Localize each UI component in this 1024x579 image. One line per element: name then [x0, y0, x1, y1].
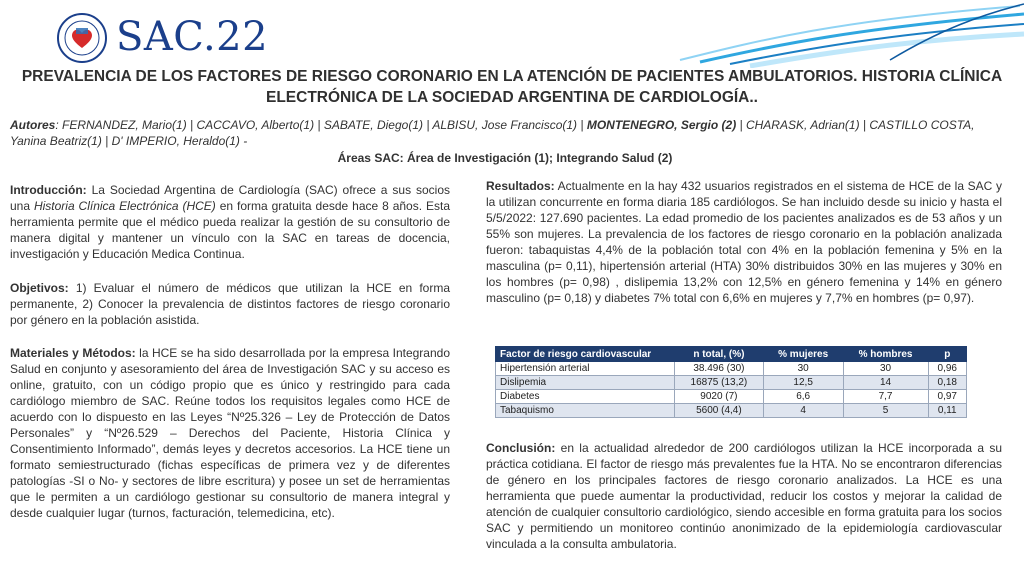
- methods-text: la HCE se ha sido desarrollada por la empresa Integrando Salud en conjunto y asesoramiento del área de Investigación SAC y su acceso es online, gratuito, con un código propio que es único y restringido para cada cardiólogo miembro de SAC. Reúne todos los requisitos legales como HCE de acuerdo con lo dispuesto en las Leyes “Nº25.326 – Ley de Protección de Datos Personales” y “Nº26.529 – Derechos del Paciente, Historia Clínica y Consentimiento Informado”, demás leyes y decretos accesorios. La HCE tiene un formato semiestructurado (fichas específicas de primera vez y de diferentes patologías -SI o No- y sectores de libre escritura) y posee un set de herramientas que le permiten a un cardiólogo gestionar su consultorio de manera integral y desde cualquier lugar (turnos, facturación, telemedicina, etc).: [10, 346, 450, 520]
- conclusion-label: Conclusión:: [486, 441, 556, 455]
- authors-list-1: : FERNANDEZ, Mario(1) | CACCAVO, Alberto(1) | SABATE, Diego(1) | ALBISU, Jose Francisco(1) |: [55, 118, 587, 132]
- table-header-cell: Factor de riesgo cardiovascular: [496, 347, 675, 362]
- authors-highlight: MONTENEGRO, Sergio (2): [586, 118, 737, 132]
- table-cell: 7,7: [843, 390, 928, 404]
- sac-seal-logo: [56, 12, 108, 64]
- table-cell: Diabetes: [496, 390, 675, 404]
- introduction-section: [10, 182, 450, 262]
- table-row: [496, 404, 967, 418]
- table-header-cell: % hombres: [843, 347, 928, 362]
- table-header-row: [496, 347, 967, 362]
- conclusion-text: en la actualidad alrededor de 200 cardiólogos utilizan la HCE incorporada a su práctica cotidiana. El factor de riesgo más prevalentes fue la HTA. No se encontraron diferencias de género en los principales factores de riesgo coronario analizados. La HCE es una herramienta que puede aumentar la productividad, reducir los costos y mejorar la calidad de atención de cualquier consultorio cardiológico, siendo accesible en forma gratuita para los socios SAC y permitiendo un monitoreo continúo anonimizado de la epidemiología cardiovascular vinculada a la consulta ambulatoria.: [486, 441, 1002, 551]
- table-header-cell: % mujeres: [763, 347, 843, 362]
- table-cell: Hipertensión arterial: [496, 362, 675, 376]
- table-cell: 16875 (13,2): [675, 376, 764, 390]
- decorative-wave: [640, 0, 1024, 68]
- conclusion-section: [486, 440, 1002, 552]
- introduction-text-2: en forma gratuita desde hace 8 años. Esta herramienta permite que el médico pueda realizar la gestión de su consultorio de manera digital y mantener un vínculo con la SAC en tareas de docencia, investigación y Educación Medica Continua.: [10, 199, 450, 261]
- table-cell: 30: [763, 362, 843, 376]
- table-row: [496, 362, 967, 376]
- introduction-text-1: La Sociedad Argentina de Cardiología (SAC) ofrece a sus socios una: [10, 183, 450, 213]
- table-row: [496, 390, 967, 404]
- table-row: [496, 376, 967, 390]
- results-section: [486, 178, 1002, 306]
- table-cell: 0,96: [928, 362, 966, 376]
- table-cell: 0,97: [928, 390, 966, 404]
- authors: [10, 117, 1014, 149]
- table-cell: 5600 (4,4): [675, 404, 764, 418]
- methods-section: [10, 345, 450, 521]
- table-cell: 6,6: [763, 390, 843, 404]
- results-label: Resultados:: [486, 179, 555, 193]
- objectives-label: Objetivos:: [10, 281, 69, 295]
- results-text: Actualmente en la hay 432 usuarios registrados en el sistema de HCE de la SAC y la utilizan concurrente en forma diaria 185 cardiólogos. Se han incluido desde su inicio y hasta el 5/5/2022: 127.690 pacientes. La edad promedio de los pacientes analizados es de 53 años y un 55% son mujeres. La prevalencia de los factores de riesgo coronario en la población analizada fueron: tabaquistas 4,4% de la población total con 4% en la población femenina y 5% en la masculina (p= 0,11), hipertensión arterial (HTA) 30% distribuidos 30% en las mujeres y 30% en los hombres (p= 0,98) , dislipemia 13,2% con 12,5% en género femenina y 14% en género masculino (p= 0,18) y diabetes 7% total con 6,6% en mujeres y 7,7% en hombres (p= 0,97).: [486, 179, 1002, 305]
- introduction-italic: Historia Clínica Electrónica (HCE): [33, 199, 216, 213]
- table-cell: 5: [843, 404, 928, 418]
- introduction-label: Introducción:: [10, 183, 87, 197]
- table-cell: 0,18: [928, 376, 966, 390]
- table-cell: 9020 (7): [675, 390, 764, 404]
- sac-logo-text: SAC.22: [116, 14, 269, 60]
- methods-label: Materiales y Métodos:: [10, 346, 136, 360]
- header: [0, 0, 1024, 64]
- table-cell: 38.496 (30): [675, 362, 764, 376]
- table-cell: 14: [843, 376, 928, 390]
- poster-title: PREVALENCIA DE LOS FACTORES DE RIESGO CORONARIO EN LA ATENCIÓN DE PACIENTES AMBULATORIOS. HISTORIA CLÍNICA ELECTRÓNICA DE LA SOCIEDAD ARGENTINA DE CARDIOLOGÍA..: [21, 68, 1003, 106]
- authors-label: Autores: [10, 118, 56, 132]
- table-header-cell: p: [928, 347, 966, 362]
- table-cell: Dislipemia: [496, 376, 675, 390]
- risk-factor-table: [495, 346, 967, 418]
- table-cell: 12,5: [763, 376, 843, 390]
- areas-line: Áreas SAC: Área de Investigación (1); Integrando Salud (2): [337, 151, 673, 165]
- objectives-section: [10, 280, 450, 328]
- table-header-cell: n total, (%): [675, 347, 764, 362]
- table-cell: 4: [763, 404, 843, 418]
- objectives-text: 1) Evaluar el número de médicos que utilizan la HCE en forma permanente, 2) Conocer la prevalencia de distintos factores de riesgo coronario por género en la población asistida.: [10, 281, 450, 327]
- authors-list-2: | CHARASK, Adrian(1) | CASTILLO COSTA, Yanina Beatriz(1) | D' IMPERIO, Heraldo(1) -: [10, 118, 975, 148]
- table-cell: 0,11: [928, 404, 966, 418]
- table-cell: 30: [843, 362, 928, 376]
- table-cell: Tabaquismo: [496, 404, 675, 418]
